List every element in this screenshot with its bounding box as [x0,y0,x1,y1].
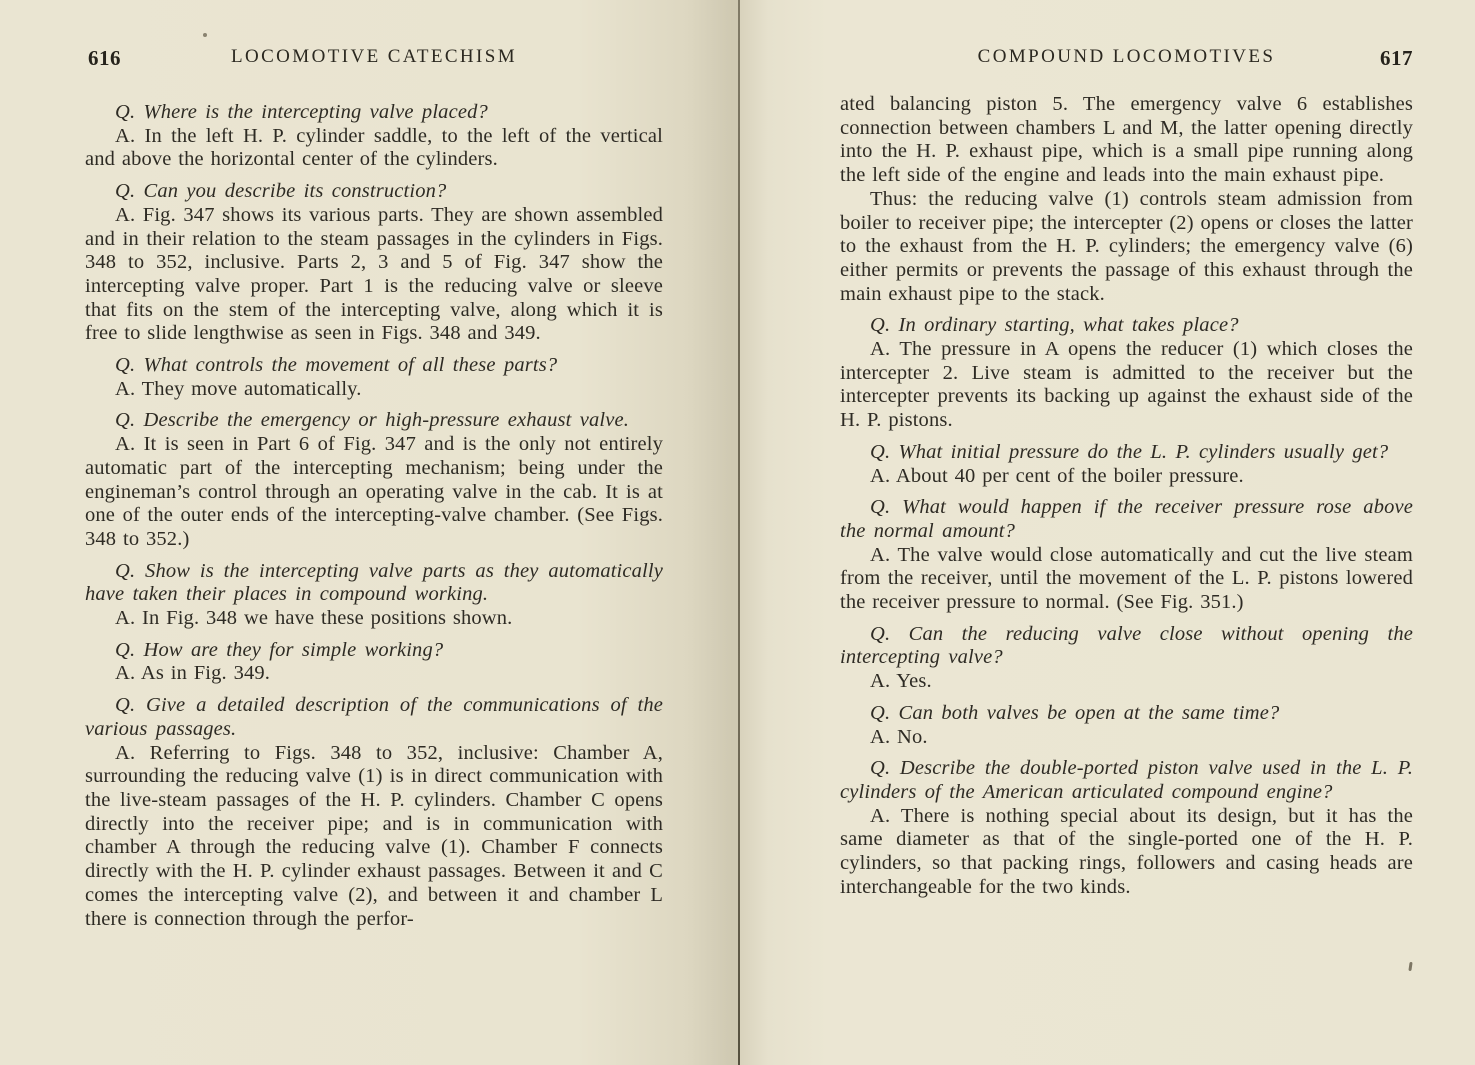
answer-paragraph: A. Fig. 347 shows its various parts. They are shown assembled and in their relation to the steam passages in the cylinders in Figs. 348 to 352, inclusive. Parts 2, 3 and 5 of Fig. 347 show the intercepting valve proper. Part 1 is the reducing valve or sleeve that fits on the stem of the intercepting valve, along which it is free to slide lengthwise as seen in Figs. 348 and 349. [85,203,663,345]
page-617-text [840,93,1413,900]
question-paragraph: Q. How are they for simple working? [115,638,444,661]
question-paragraph: Q. Can both valves be open at the same time? [870,701,1280,724]
answer-paragraph: A. Referring to Figs. 348 to 352, inclusive: Chamber A, surrounding the reducing valve (1) is in direct communication with the live-steam passages of the H. P. cylinders. Chamber C opens directly into the receiver pipe; and is in communication with chamber A through the reducing valve (1). Chamber F connects directly with the H. P. cylinder exhaust passages. Between it and C comes the intercepting valve (2), and between it and chamber L there is connection through the perfor- [85,741,663,930]
question-paragraph: Q. Give a detailed description of the communications of the various passages. [85,694,663,740]
question-paragraph: Q. Show is the intercepting valve parts as they automatically have taken their places in compound working. [85,559,663,606]
running-title-left: LOCOMOTIVE CATECHISM [230,46,518,67]
question-paragraph: Q. Where is the intercepting valve placed? [115,101,488,123]
answer-paragraph: A. About 40 per cent of the boiler pressure. [870,464,1244,487]
question-paragraph: Q. Describe the emergency or high-pressure exhaust valve. [115,409,629,432]
question-paragraph: Q. Can the reducing valve close without opening the intercepting valve? [840,622,1413,669]
running-title-right: COMPOUND LOCOMOTIVES [977,46,1276,67]
answer-paragraph: A. There is nothing special about its design, but it has the same diameter as that of the single-ported one of the H. P. cylinders, so that packing rings, followers and casing heads are interchangeable for the two kinds. [840,804,1413,898]
answer-paragraph: A. No. [870,725,928,748]
page-616-header [85,46,663,72]
question-paragraph: Q. In ordinary starting, what takes place? [870,314,1239,337]
answer-paragraph: A. As in Fig. 349. [115,662,271,685]
answer-paragraph: A. The valve would close automatically and cut the live steam from the receiver, until the movement of the L. P. pistons lowered the receiver pressure to normal. (See Fig. 351.) [840,543,1413,614]
question-paragraph: Q. What would happen if the receiver pressure rose above the normal amount? [840,496,1413,542]
answer-paragraph: A. In the left H. P. cylinder saddle, to the left of the vertical and above the horizontal center of the cylinders. [85,124,663,171]
answer-paragraph: A. The pressure in A opens the reducer (1) which closes the intercepter 2. Live steam is admitted to the receiver but the intercepter prevents its backing up against the exhaust side of the H. P. pistons. [840,338,1413,432]
answer-paragraph: A. It is seen in Part 6 of Fig. 347 and is the only not entirely automatic part of the intercepting mechanism; being under the engineman’s control through an operating valve in the cab. It is at one of the outer ends of the intercepting-valve chamber. (See Figs. 348 to 352.) [85,433,663,550]
page-616-text [85,93,663,931]
answer-paragraph: A. They move automatically. [115,377,362,400]
answer-paragraph: ated balancing piston 5. The emergency valve 6 establishes connection between chambers L and M, the latter opening directly into the H. P. exhaust pipe, which is a small pipe running along the left side of the engine and leads into the main exhaust pipe. [840,93,1413,187]
question-paragraph: Q. Can you describe its construction? [115,180,447,203]
question-paragraph: Q. Describe the double-ported piston valve used in the L. P. cylinders of the American articulated compound engine? [840,757,1413,803]
question-paragraph: Q. What initial pressure do the L. P. cylinders usually get? [870,440,1389,463]
question-paragraph: Q. What controls the movement of all these parts? [115,354,558,377]
answer-paragraph: A. In Fig. 348 we have these positions shown. [115,607,513,630]
page-617-header [840,46,1413,72]
answer-paragraph: Thus: the reducing valve (1) controls steam admission from boiler to receiver pipe; the intercepter (2) opens or closes the latter to the exhaust from the H. P. cylinders; the emergency valve (6) either permits or prevents the passage of this exhaust through the main exhaust pipe to the stack. [840,187,1414,305]
page-number-left: 616 [88,46,121,70]
book-gutter [738,0,740,1065]
page-number-right: 617 [1380,46,1413,70]
paper-speck [203,33,207,37]
answer-paragraph: A. Yes. [870,670,932,693]
